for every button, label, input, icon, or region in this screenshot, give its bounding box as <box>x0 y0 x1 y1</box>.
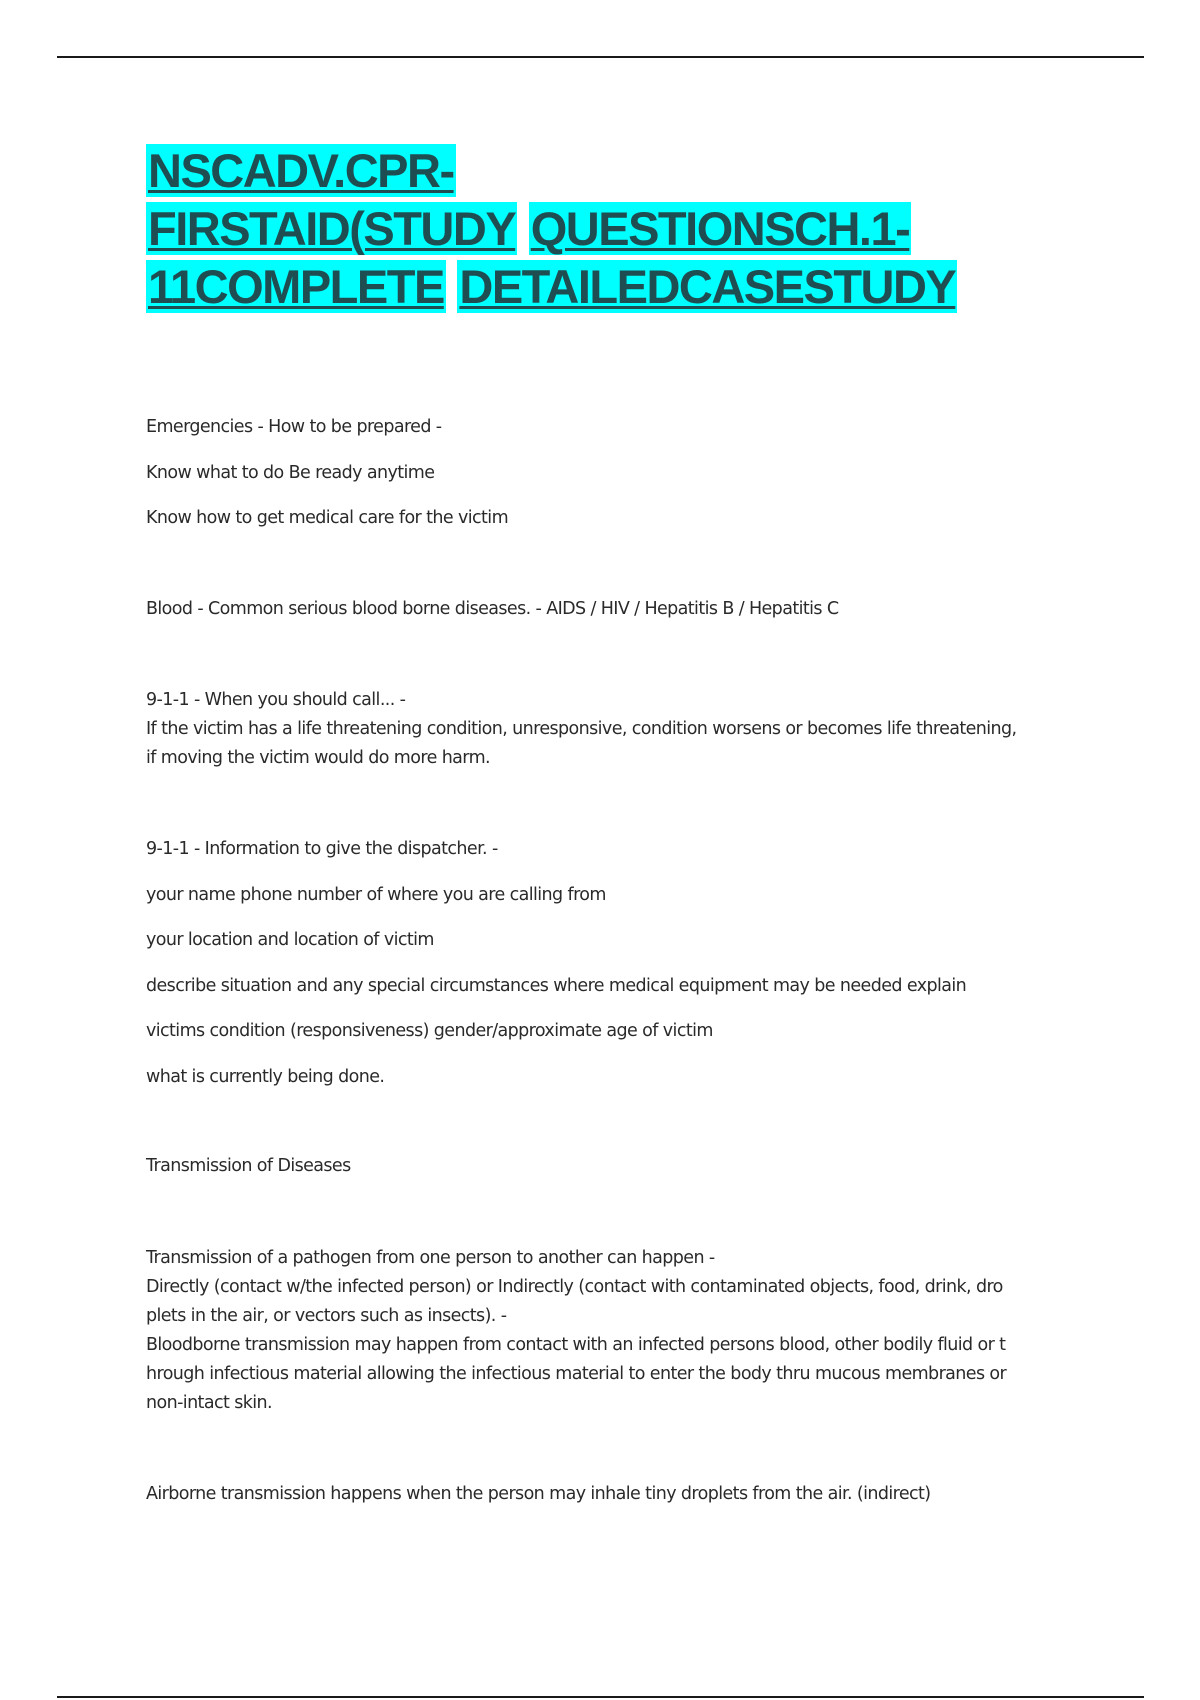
paragraph-medical-care: Know how to get medical care for the victim <box>146 508 509 528</box>
paragraph-dispatcher-situation: describe situation and any special circumstances where medical equipment may be needed explain <box>146 976 967 996</box>
paragraph-transmission-line-4: Bloodborne transmission may happen from contact with an infected persons blood, other bodily fluid or t <box>146 1335 1006 1355</box>
top-rule <box>57 56 1144 58</box>
paragraph-dispatcher-location: your location and location of victim <box>146 930 434 950</box>
title-segment: QUESTIONSCH.1- <box>530 202 910 255</box>
paragraph-when-to-call-heading: 9-1-1 - When you should call... - <box>146 690 406 710</box>
paragraph-dispatcher-current: what is currently being done. <box>146 1067 385 1087</box>
paragraph-when-to-call-line-2: if moving the victim would do more harm. <box>146 748 491 768</box>
paragraph-bloodborne-diseases: Blood - Common serious blood borne diseases. - AIDS / HIV / Hepatitis B / Hepatitis C <box>146 599 839 619</box>
document-title <box>146 142 1086 316</box>
paragraph-transmission-line-5: hrough infectious material allowing the infectious material to enter the body thru mucous membranes or <box>146 1364 1007 1384</box>
title-line-2 <box>146 200 1086 258</box>
paragraph-transmission-heading: Transmission of Diseases <box>146 1156 351 1176</box>
paragraph-airborne-transmission: Airborne transmission happens when the person may inhale tiny droplets from the air. (indirect) <box>146 1484 931 1504</box>
paragraph-dispatcher-heading: 9-1-1 - Information to give the dispatcher. - <box>146 839 498 859</box>
title-line-1 <box>146 142 1086 200</box>
paragraph-transmission-line-6: non-intact skin. <box>146 1393 272 1413</box>
paragraph-transmission-line-2: Directly (contact w/the infected person) or Indirectly (contact with contaminated objects, food, drink, dro <box>146 1277 1003 1297</box>
title-segment: FIRSTAID(STUDY <box>148 202 516 255</box>
title-segment: 11COMPLETE <box>148 260 444 313</box>
title-segment: DETAILEDCASESTUDY <box>459 260 956 313</box>
paragraph-transmission-line-3: plets in the air, or vectors such as insects). - <box>146 1306 507 1326</box>
title-line-3 <box>146 258 1086 316</box>
paragraph-know-what-to-do: Know what to do Be ready anytime <box>146 463 435 483</box>
bottom-rule <box>57 1696 1144 1698</box>
paragraph-emergencies-heading: Emergencies - How to be prepared - <box>146 417 442 437</box>
paragraph-dispatcher-condition: victims condition (responsiveness) gender/approximate age of victim <box>146 1021 713 1041</box>
paragraph-dispatcher-name: your name phone number of where you are calling from <box>146 885 606 905</box>
title-segment: NSCADV.CPR- <box>148 144 454 197</box>
paragraph-when-to-call-line-1: If the victim has a life threatening condition, unresponsive, condition worsens or becomes life threatening, <box>146 719 1017 739</box>
paragraph-transmission-line-1: Transmission of a pathogen from one person to another can happen - <box>146 1248 715 1268</box>
